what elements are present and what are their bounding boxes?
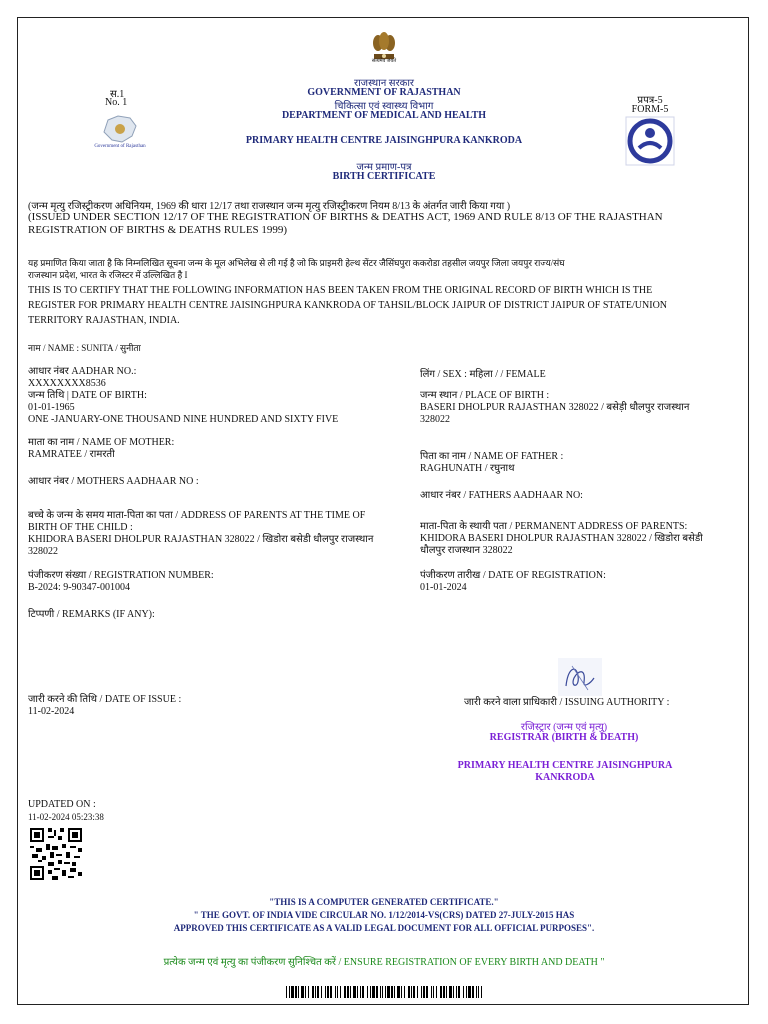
barcode-bar <box>466 986 467 998</box>
rajasthan-map-logo-icon <box>100 114 140 144</box>
address-value-line1: KHIDORA BASERI DHOLPUR RAJASTHAN 328022 / खिडोरा बसेडी धौलपुर राजस्थान <box>28 534 374 545</box>
place-of-birth-block <box>420 390 689 426</box>
barcode-bar <box>350 986 351 998</box>
department-hindi: चिकित्सा एवं स्वास्थ्य विभाग <box>334 101 434 112</box>
updated-on-label: UPDATED ON : <box>28 799 96 810</box>
certify-line3: TERRITORY RAJASTHAN, INDIA. <box>28 315 180 326</box>
mother-value: RAMRATEE / रामरती <box>28 449 115 460</box>
barcode-bar <box>337 986 338 998</box>
father-label: पिता का नाम / NAME OF FATHER : <box>420 451 564 462</box>
aadhar-block <box>28 366 338 426</box>
barcode-bar <box>458 986 460 998</box>
name-field: नाम / NAME : SUNITA / सुनीता <box>28 343 141 353</box>
certificate-title-hindi: जन्म प्रमाण-पत्र <box>356 162 412 173</box>
barcode-bar <box>340 986 341 998</box>
barcode-bar <box>453 986 454 998</box>
barcode-bar <box>367 986 368 998</box>
issuing-phc-line1: PRIMARY HEALTH CENTRE JAISINGHPURA <box>457 760 673 771</box>
barcode-bar <box>426 986 428 998</box>
signature-icon <box>558 658 602 696</box>
dob-words: ONE -JANUARY-ONE THOUSAND NINE HUNDRED AND SIXTY FIVE <box>28 414 339 425</box>
barcode-bar <box>417 986 418 998</box>
certificate-title: BIRTH CERTIFICATE <box>332 171 436 182</box>
barcode-bar <box>353 986 356 998</box>
issued-under-line1: (ISSUED UNDER SECTION 12/17 OF THE REGISTRATION OF BIRTHS & DEATHS ACT, 1969 AND RULE 8/13 OF THE RAJASTHAN <box>28 211 663 223</box>
certify-hindi-line2: राजस्थान प्रदेश, भारत के रजिस्टर में उल्लिखित है I <box>28 270 188 280</box>
barcode-bar <box>325 986 326 998</box>
barcode-icon <box>286 986 482 998</box>
barcode-bar <box>423 986 425 998</box>
barcode-bar <box>478 986 479 998</box>
registration-date-value: 01-01-2024 <box>420 582 467 593</box>
rajasthan-logo-caption: Government of Rajasthan <box>94 144 146 149</box>
barcode-bar <box>317 986 319 998</box>
barcode-bar <box>370 986 371 998</box>
mother-label: माता का नाम / NAME OF MOTHER: <box>28 437 175 448</box>
address-label-line1: बच्चे के जन्म के समय माता-पिता का पता / ADDRESS OF PARENTS AT THE TIME OF <box>28 510 366 521</box>
barcode-bar <box>298 986 299 998</box>
date-of-issue-value: 11-02-2024 <box>28 706 75 717</box>
barcode-bar <box>295 986 297 998</box>
permanent-address-line1: KHIDORA BASERI DHOLPUR RAJASTHAN 328022 / खिडोरा बसेडी <box>420 533 703 544</box>
serial-hindi: स.1 <box>110 89 125 100</box>
phc-name: PRIMARY HEALTH CENTRE JAISINGHPURA KANKRODA <box>245 135 523 146</box>
barcode-bar <box>413 986 415 998</box>
certify-line2: REGISTER FOR PRIMARY HEALTH CENTRE JAISINGHPURA KANKRODA OF TAHSIL/BLOCK JAIPUR OF DISTRICT JAIPUR OF STATE/UNION <box>28 300 668 311</box>
father-block <box>420 451 563 475</box>
barcode-bar <box>449 986 452 998</box>
barcode-bar <box>360 986 361 998</box>
footer-ensure-registration: प्रत्येक जन्म एवं मृत्यु का पंजीकरण सुनिश्चित करें / ENSURE REGISTRATION OF EVERY BIRTH AND DEATH " <box>163 957 605 968</box>
barcode-bar <box>344 986 346 998</box>
updated-on-value: 11-02-2024 05:23:38 <box>28 812 104 822</box>
crs-logo-icon <box>625 116 675 166</box>
serial-number: No. 1 <box>105 97 128 108</box>
date-of-issue-label: जारी करने की तिथि / DATE OF ISSUE : <box>28 694 182 705</box>
barcode-bar <box>401 986 402 998</box>
barcode-bar <box>443 986 445 998</box>
barcode-bar <box>421 986 422 998</box>
barcode-bar <box>305 986 306 998</box>
dob-label: जन्म तिथि | DATE OF BIRTH: <box>28 390 147 401</box>
barcode-bar <box>301 986 304 998</box>
barcode-bar <box>411 986 412 998</box>
barcode-bar <box>468 986 471 998</box>
barcode-bar <box>380 986 381 998</box>
issued-under-hindi: (जन्म मृत्यु रजिस्ट्रीकरण अधिनियम, 1969 की धारा 12/17 तथा राजस्थान जन्म मृत्यु रजिस्ट्रीकरण नियम 8/13 के अंतर्गत जारी किया गया ) <box>28 201 511 212</box>
father-value: RAGHUNATH / रघुनाथ <box>420 463 515 474</box>
barcode-bar <box>312 986 314 998</box>
barcode-bar <box>391 986 393 998</box>
footer-circular-line2: APPROVED THIS CERTIFICATE AS A VALID LEGAL DOCUMENT FOR ALL OFFICIAL PURPOSES". <box>173 923 595 933</box>
barcode-bar <box>372 986 375 998</box>
barcode-bar <box>387 986 390 998</box>
registrar-hindi: रजिस्ट्रार (जन्म एवं मृत्यु) <box>520 722 608 733</box>
barcode-bar <box>385 986 386 998</box>
barcode-bar <box>408 986 410 998</box>
address-label-line2: BIRTH OF THE CHILD : <box>28 522 133 533</box>
mother-block <box>28 437 174 461</box>
father-aadhaar-label: आधार नंबर / FATHERS AADHAAR NO: <box>420 490 583 501</box>
registration-number-block <box>28 570 214 594</box>
registrar-title: REGISTRAR (BIRTH & DEATH) <box>489 732 639 743</box>
permanent-address-block <box>420 521 703 557</box>
aadhar-label: आधार नंबर AADHAR NO.: <box>28 366 137 377</box>
place-of-birth-value-line2: 328022 <box>420 414 450 425</box>
barcode-bar <box>382 986 383 998</box>
barcode-bar <box>376 986 378 998</box>
barcode-bar <box>397 986 400 998</box>
barcode-bar <box>321 986 322 998</box>
barcode-bar <box>394 986 395 998</box>
place-of-birth-value-line1: BASERI DHOLPUR RAJASTHAN 328022 / बसेड़ी धौलपुर राजस्थान <box>420 402 690 413</box>
barcode-bar <box>347 986 349 998</box>
barcode-bar <box>289 986 290 998</box>
barcode-bar <box>463 986 464 998</box>
barcode-bar <box>440 986 442 998</box>
place-of-birth-label: जन्म स्थान / PLACE OF BIRTH : <box>420 390 550 401</box>
barcode-bar <box>476 986 477 998</box>
date-of-issue-block <box>28 694 181 718</box>
barcode-bar <box>327 986 329 998</box>
permanent-address-label: माता-पिता के स्थायी पता / PERMANENT ADDRESS OF PARENTS: <box>420 521 688 532</box>
barcode-bar <box>286 986 287 998</box>
barcode-bar <box>335 986 336 998</box>
registration-date-label: पंजीकरण तारीख / DATE OF REGISTRATION: <box>420 570 606 581</box>
footer-computer-generated: "THIS IS A COMPUTER GENERATED CERTIFICATE." <box>269 897 499 907</box>
state-name: GOVERNMENT OF RAJASTHAN <box>307 87 461 98</box>
issuing-authority-label: जारी करने वाला प्राधिकारी / ISSUING AUTHORITY : <box>464 697 670 708</box>
registration-number-label: पंजीकरण संख्या / REGISTRATION NUMBER: <box>28 570 214 581</box>
certify-line1: THIS IS TO CERTIFY THAT THE FOLLOWING INFORMATION HAS BEEN TAKEN FROM THE ORIGINAL RECORD OF BIRTH WHICH IS THE <box>28 285 653 296</box>
state-name-hindi: राजस्थान सरकार <box>353 78 415 89</box>
registration-number-value: B-2024: 9-90347-001004 <box>28 582 130 593</box>
barcode-bar <box>446 986 447 998</box>
barcode-bar <box>330 986 332 998</box>
barcode-bar <box>291 986 294 998</box>
issuing-phc-line2: KANKRODA <box>535 772 595 783</box>
form-number: FORM-5 <box>631 104 669 115</box>
barcode-bar <box>404 986 405 998</box>
barcode-bar <box>433 986 434 998</box>
address-value-line2: 328022 <box>28 546 58 557</box>
emblem-caption: सत्यमेव जयते <box>371 59 397 64</box>
permanent-address-line2: धौलपुर राजस्थान 328022 <box>420 545 513 556</box>
barcode-bar <box>308 986 309 998</box>
certify-hindi-line1: यह प्रमाणित किया जाता है कि निम्नलिखित सूचना जन्म के मूल अभिलेख से ली गई है जो कि प्राइमरी हेल्थ सेंटर जैसिंघपुरा ककरोडा तहसील जयपुर जिला जयपुर राज्य/संघ <box>28 258 565 268</box>
barcode-bar <box>481 986 482 998</box>
registration-date-block <box>420 570 606 594</box>
issued-under-line2: REGISTRATION OF BIRTHS & DEATHS RULES 1999) <box>28 224 288 236</box>
barcode-bar <box>456 986 457 998</box>
dob-value: 01-01-1965 <box>28 402 75 413</box>
aadhar-value: XXXXXXXX8536 <box>28 378 106 389</box>
qr-code-icon <box>28 826 84 882</box>
barcode-bar <box>357 986 358 998</box>
barcode-bar <box>362 986 364 998</box>
sex-field: लिंग / SEX : महिला / / FEMALE <box>420 369 546 380</box>
form-number-hindi: प्रपत्र-5 <box>637 95 663 106</box>
remarks-label: टिप्पणी / REMARKS (IF ANY): <box>28 609 155 620</box>
barcode-bar <box>431 986 432 998</box>
department-name: DEPARTMENT OF MEDICAL AND HEALTH <box>281 110 487 121</box>
barcode-bar <box>472 986 474 998</box>
barcode-bar <box>315 986 316 998</box>
footer-circular-line1: " THE GOVT. OF INDIA VIDE CIRCULAR NO. 1/12/2014-VS(CRS) DATED 27-JULY-2015 HAS <box>193 910 575 920</box>
address-block <box>28 510 373 558</box>
mother-aadhaar-label: आधार नंबर / MOTHERS AADHAAR NO : <box>28 476 199 487</box>
barcode-bar <box>436 986 437 998</box>
